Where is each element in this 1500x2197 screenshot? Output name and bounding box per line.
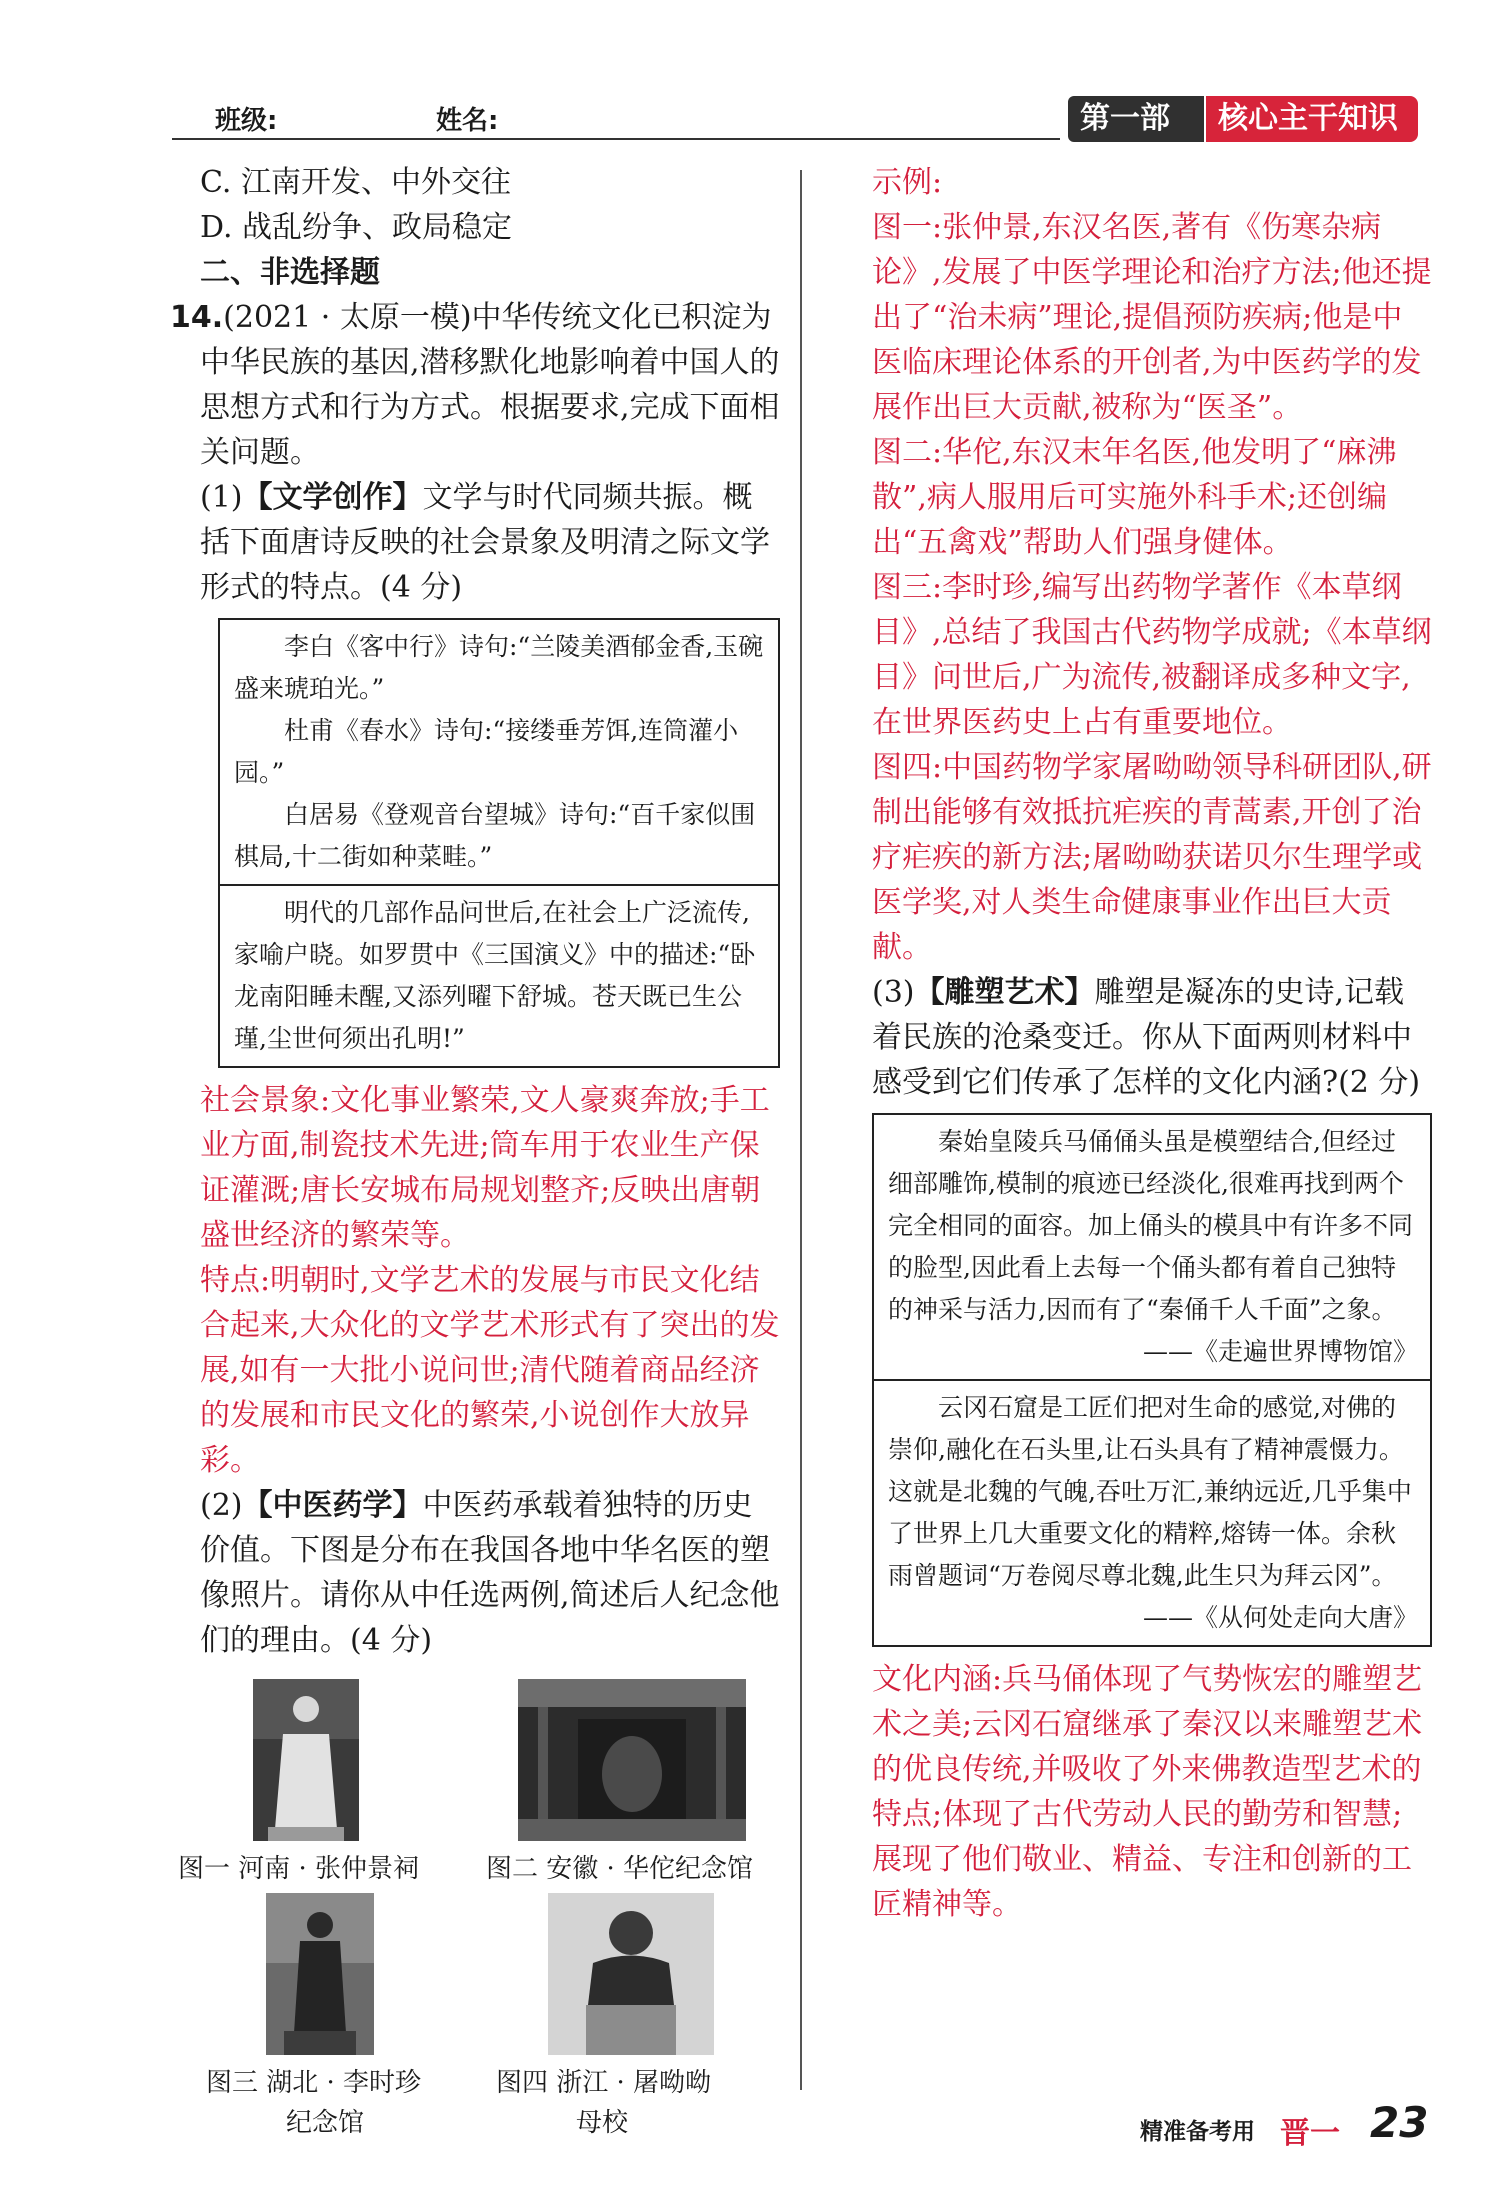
poem-du-fu: 杜甫《春水》诗句:“接缕垂芳饵,连筒灌小园。” bbox=[234, 716, 739, 787]
sculpture-material-box bbox=[872, 1113, 1432, 1647]
answer-scene: 社会景象:文化事业繁荣,文人豪爽奔放;手工业方面,制瓷技术先进;筒车用于农业生产保证灌溉;唐长安城布局规划整齐;反映出唐朝盛世经济的繁荣等。 bbox=[200, 1083, 770, 1253]
poem-bai-juyi: 白居易《登观音台望城》诗句:“百千家似围棋局,十二街如种菜畦。” bbox=[234, 800, 756, 871]
ming-novel-material bbox=[220, 884, 778, 1066]
question-14 bbox=[170, 295, 780, 475]
column-divider bbox=[800, 170, 802, 2090]
footer-brand: 晋一 bbox=[1280, 2116, 1340, 2151]
example-label: 示例: bbox=[872, 165, 943, 200]
name-label: 姓名: bbox=[436, 106, 499, 136]
material-terracotta bbox=[874, 1115, 1430, 1379]
sub-text: 文学与时代同频共振。概括下面唐诗反映的社会景象及明清之际文学形式的特点。(4 分) bbox=[200, 480, 770, 605]
section-title: 二、非选择题 bbox=[200, 255, 380, 290]
photo-zhang-zhongjing bbox=[253, 1679, 359, 1841]
material-2-source: ——《从何处走向大唐》 bbox=[1142, 1603, 1418, 1632]
question-stem: (2021 · 太原一模)中华传统文化已积淀为中华民族的基因,潜移默化地影响着中国人的思想方式和行为方式。根据要求,完成下面相关问题。 bbox=[200, 300, 780, 470]
question-number: 14. bbox=[170, 300, 224, 335]
statue-image bbox=[518, 1679, 746, 1841]
tang-poems bbox=[220, 620, 778, 884]
sub-question-1 bbox=[200, 475, 780, 610]
sub-title: 【雕塑艺术】 bbox=[914, 975, 1095, 1010]
page-number: 23 bbox=[1370, 2098, 1429, 2147]
sub-text: 中医药承载着独特的历史价值。下图是分布在我国各地中华名医的塑像照片。请你从中任选两例,简述后人纪念他们的理由。(4 分) bbox=[200, 1488, 780, 1658]
material-yungang bbox=[874, 1379, 1430, 1645]
answer-culture: 文化内涵:兵马俑体现了气势恢宏的雕塑艺术之美;云冈石窟继承了秦汉以来雕塑艺术的优良传统,并吸收了外来佛教造型艺术的特点;体现了古代劳动人民的勤劳和智慧;展现了他们敬业、精益、专注和创新的工匠精神等。 bbox=[872, 1662, 1423, 1922]
sub-question-3 bbox=[872, 970, 1432, 1105]
sub-title: 【中医药学】 bbox=[242, 1488, 423, 1523]
option-c: C. 江南开发、中外交往 bbox=[200, 165, 511, 200]
answer-fig4: 图四:中国药物学家屠呦呦领导科研团队,研制出能够有效抵抗疟疾的青蒿素,开创了治疗疟疾的新方法;屠呦呦获诺贝尔生理学或医学奖,对人类生命健康事业作出巨大贡献。 bbox=[872, 750, 1432, 965]
material-2-text: 云冈石窟是工匠们把对生命的感觉,对佛的崇仰,融化在石头里,让石头具有了精神震慑力。这就是北魏的气魄,吞吐万汇,兼纳远近,几乎集中了世界上几大重要文化的精粹,熔铸一体。余秋雨曾题词“万卷阅尽尊北魏,此生只为拜云冈”。 bbox=[888, 1393, 1412, 1590]
statue-image bbox=[253, 1679, 359, 1841]
section-tag: 核心主干知识 bbox=[1206, 96, 1418, 142]
statue-photo-grid bbox=[178, 1671, 780, 2141]
footer-label: 精准备考用 bbox=[1140, 2119, 1255, 2145]
answer-fig2: 图二:华佗,东汉末年名医,他发明了“麻沸散”,病人服用后可实施外科手术;还创编出“五禽戏”帮助人们强身健体。 bbox=[872, 435, 1397, 560]
caption-fig4: 图四 浙江 · 屠呦呦 bbox=[496, 2068, 712, 2098]
poem-material-box bbox=[218, 618, 780, 1068]
caption-fig3-line2: 纪念馆 bbox=[286, 2108, 365, 2138]
answer-fig1: 图一:张仲景,东汉名医,著有《伤寒杂病论》,发展了中医学理论和治疗方法;他还提出了“治未病”理论,提倡预防疾病;他是中医临床理论体系的开创者,为中医药学的发展作出巨大贡献,被称为“医圣”。 bbox=[872, 210, 1432, 425]
photo-li-shizhen bbox=[266, 1893, 374, 2055]
photo-tu-youyou bbox=[548, 1893, 714, 2055]
sub-question-2 bbox=[200, 1483, 780, 1663]
part-tag: 第一部分 bbox=[1068, 96, 1204, 142]
statue-image bbox=[548, 1893, 714, 2055]
caption-fig3: 图三 湖北 · 李时珍 bbox=[206, 2068, 422, 2098]
material-1-source: ——《走遍世界博物馆》 bbox=[1142, 1337, 1418, 1366]
ming-text: 明代的几部作品问世后,在社会上广泛流传,家喻户晓。如罗贯中《三国演义》中的描述:“卧龙南阳睡未醒,又添列曜下舒城。苍天既已生公瑾,尘世何须出孔明!” bbox=[234, 898, 756, 1053]
caption-fig1: 图一 河南 · 张仲景祠 bbox=[178, 1854, 420, 1884]
sub-title: 【文学创作】 bbox=[242, 480, 423, 515]
sub-prefix: (3) bbox=[872, 975, 915, 1010]
sub-text: 雕塑是凝冻的史诗,记载着民族的沧桑变迁。你从下面两则材料中感受到它们传承了怎样的文化内涵?(2 分) bbox=[872, 975, 1421, 1100]
photo-hua-tuo bbox=[518, 1679, 746, 1841]
statue-image bbox=[266, 1893, 374, 2055]
caption-fig2: 图二 安徽 · 华佗纪念馆 bbox=[486, 1854, 754, 1884]
answer-feature: 特点:明朝时,文学艺术的发展与市民文化结合起来,大众化的文学艺术形式有了突出的发展,如有一大批小说问世;清代随着商品经济的发展和市民文化的繁荣,小说创作大放异彩。 bbox=[200, 1263, 780, 1478]
option-d: D. 战乱纷争、政局稳定 bbox=[200, 210, 513, 245]
caption-fig4-line2: 母校 bbox=[576, 2108, 629, 2138]
sub-prefix: (1) bbox=[200, 480, 243, 515]
left-column bbox=[170, 160, 780, 2141]
class-label: 班级: bbox=[215, 106, 278, 136]
answer-fig3: 图三:李时珍,编写出药物学著作《本草纲目》,总结了我国古代药物学成就;《本草纲目》问世后,广为流传,被翻译成多种文字,在世界医药史上占有重要地位。 bbox=[872, 570, 1432, 740]
poem-li-bai: 李白《客中行》诗句:“兰陵美酒郁金香,玉碗盛来琥珀光。” bbox=[234, 632, 764, 703]
header-rule bbox=[172, 138, 1060, 140]
material-1-text: 秦始皇陵兵马俑俑头虽是模塑结合,但经过细部雕饰,模制的痕迹已经淡化,很难再找到两个完全相同的面容。加上俑头的模具中有许多不同的脸型,因此看上去每一个俑头都有着自己独特的神采与活力,因而有了“秦俑千人千面”之象。 bbox=[888, 1127, 1414, 1324]
right-column bbox=[872, 160, 1432, 1927]
sub-prefix: (2) bbox=[200, 1488, 243, 1523]
